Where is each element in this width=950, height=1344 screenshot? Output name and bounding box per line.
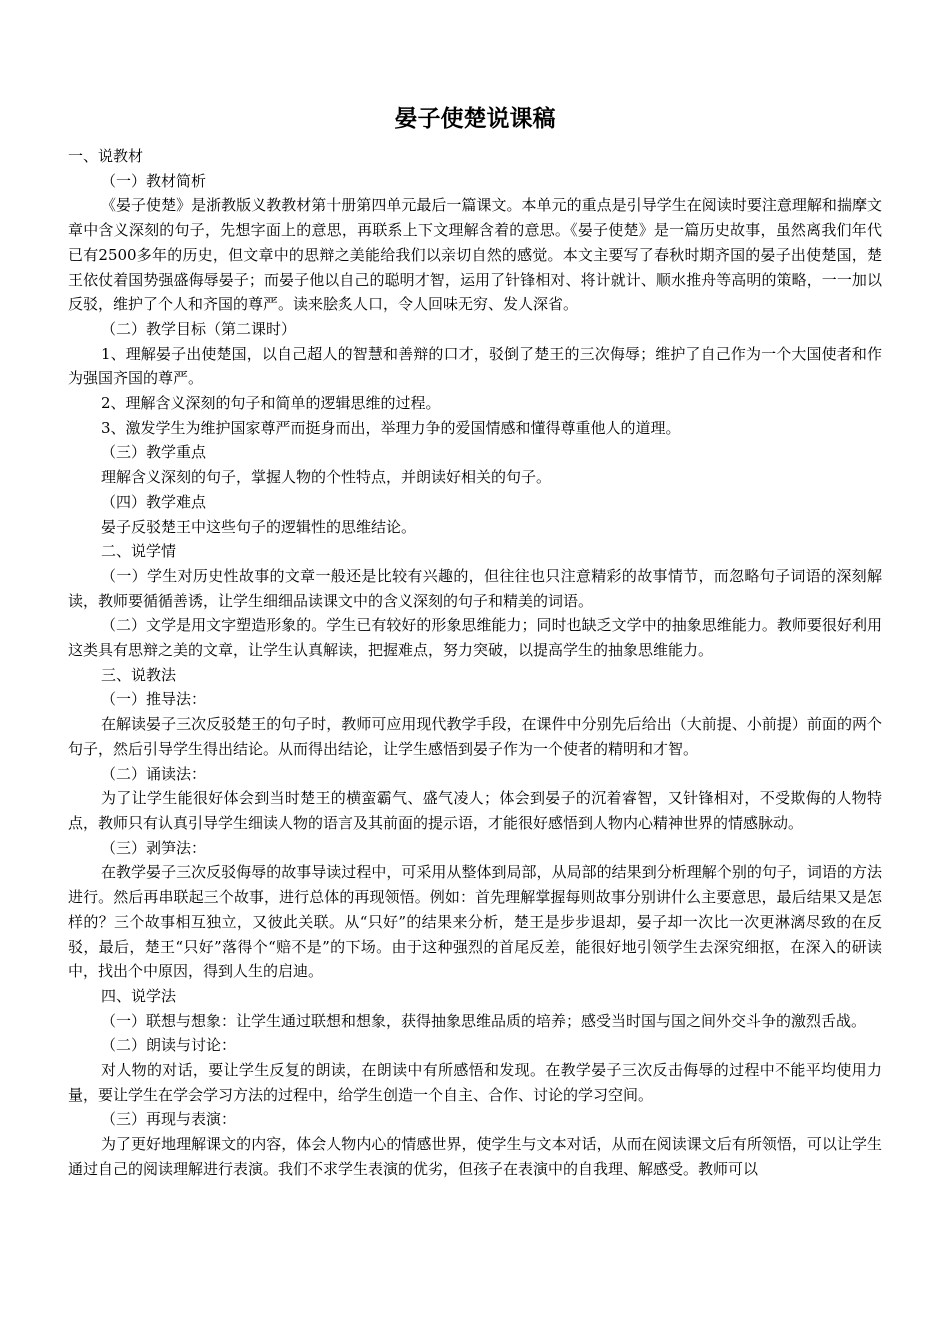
body-paragraph: 晏子反驳楚王中这些句子的逻辑性的思维结论。 [101,517,417,536]
body-paragraph: （一）学生对历史性故事的文章一般还是比较有兴趣的，但往往也只注意精彩的故事情节，而忽略句子词语的深刻解读，教师要循循善诱，让学生细细品读课文中的含义深刻的句子和精美的词语。 [68,566,882,610]
subsection-heading: （一）教材简析 [101,171,207,190]
body-paragraph: 四、说学法 [101,986,177,1005]
section-heading: 一、说教材 [68,147,144,165]
subsection-heading: （三）再现与表演： [101,1110,237,1129]
subsection-heading: （三）教学重点 [101,443,207,462]
document-page [68,0,882,1344]
body-paragraph: 《晏子使楚》是浙教版义教教材第十册第四单元最后一篇课文。本单元的重点是引导学生在阅读时要注意理解和揣摩文章中含义深刻的句子，先想字面上的意思，再联系上下文理解含着的意思。《晏子使楚》是一篇历史故事，虽然离我们年代已有2500多年的历史，但文章中的思辩之美能给我们以亲切自然的感觉。本文主要写了春秋时期齐国的晏子出使楚国，楚王依仗着国势强盛侮辱晏子；而晏子他以自己的聪明才智，运用了针锋相对、将计就计、顺水推舟等高明的策略，一一加以反驳，维护了个人和齐国的尊严。读来脍炙人口，令人回味无穷、发人深省。 [68,196,882,314]
body-paragraph: 1、理解晏子出使楚国，以自己超人的智慧和善辩的口才，驳倒了楚王的三次侮辱；维护了自己作为一个大国使者和作为强国齐国的尊严。 [68,344,882,388]
subsection-heading: （四）教学难点 [101,492,207,511]
body-paragraph: 在教学晏子三次反驳侮辱的故事导读过程中，可采用从整体到局部，从局部的结果到分析理解个别的句子，词语的方法进行。然后再串联起三个故事，进行总体的再现领悟。例如：首先理解掌握每则故事分别讲什么主要意思，最后结果又是怎样的？三个故事相互独立，又彼此关联。从“只好”的结果来分析，楚王是步步退却，晏子却一次比一次更淋漓尽致的在反驳，最后，楚王“只好”落得个“赔不是”的下场。由于这种强烈的首尾反差，能很好地引领学生去深究细抠，在深入的研读中，找出个中原因，得到人生的启迪。 [68,863,882,981]
body-paragraph: （二）文学是用文字塑造形象的。学生已有较好的形象思维能力；同时也缺乏文学中的抽象思维能力。教师要很好利用这类具有思辩之美的文章，让学生认真解读，把握难点，努力突破，以提高学生的抽象思维能力。 [68,616,882,660]
subsection-heading: （二）教学目标（第二课时） [101,319,297,338]
subsection-heading: （一）推导法： [101,690,207,709]
body-paragraph: 3、激发学生为维护国家尊严而挺身而出，举理力争的爱国情感和懂得尊重他人的道理。 [101,418,681,437]
document-body [68,144,882,1182]
subsection-heading: （二）诵读法： [101,764,207,783]
subsection-heading: （二）朗读与讨论： [101,1036,237,1055]
body-paragraph: 三、说教法 [101,665,177,684]
body-paragraph: （一）联想与想象：让学生通过联想和想象，获得抽象思维品质的培养；感受当时国与国之间外交斗争的激烈舌战。 [101,1011,867,1030]
body-paragraph: 2、理解含义深刻的句子和简单的逻辑思维的过程。 [101,394,441,413]
body-paragraph: 为了更好地理解课文的内容，体会人物内心的情感世界，使学生与文本对话，从而在阅读课文后有所领悟，可以让学生通过自己的阅读理解进行表演。我们不求学生表演的优劣，但孩子在表演中的自我理、解感受。教师可以 [68,1135,882,1178]
document-title: 晏子使楚说课稿 [394,106,556,132]
body-paragraph: 在解读晏子三次反驳楚王的句子时，教师可应用现代教学手段，在课件中分别先后给出（大前提、小前提）前面的两个句子，然后引导学生得出结论。从而得出结论，让学生感悟到晏子作为一个使者的精明和才智。 [68,715,882,758]
body-paragraph: 理解含义深刻的句子，掌握人物的个性特点，并朗读好相关的句子。 [101,468,552,487]
body-paragraph: 二、说学情 [101,542,177,561]
subsection-heading: （三）剥笋法： [101,838,207,857]
body-paragraph: 对人物的对话，要让学生反复的朗读，在朗读中有所感悟和发现。在教学晏子三次反击侮辱的过程中不能平均使用力量，要让学生在学会学习方法的过程中，给学生创造一个自主、合作、讨论的学习空间。 [68,1061,882,1104]
body-paragraph: 为了让学生能很好体会到当时楚王的横蛮霸气、盛气凌人；体会到晏子的沉着睿智，又针锋相对，不受欺侮的人物特点，教师只有认真引导学生细读人物的语言及其前面的提示语，才能很好感悟到人物内心精神世界的情感脉动。 [68,789,882,832]
